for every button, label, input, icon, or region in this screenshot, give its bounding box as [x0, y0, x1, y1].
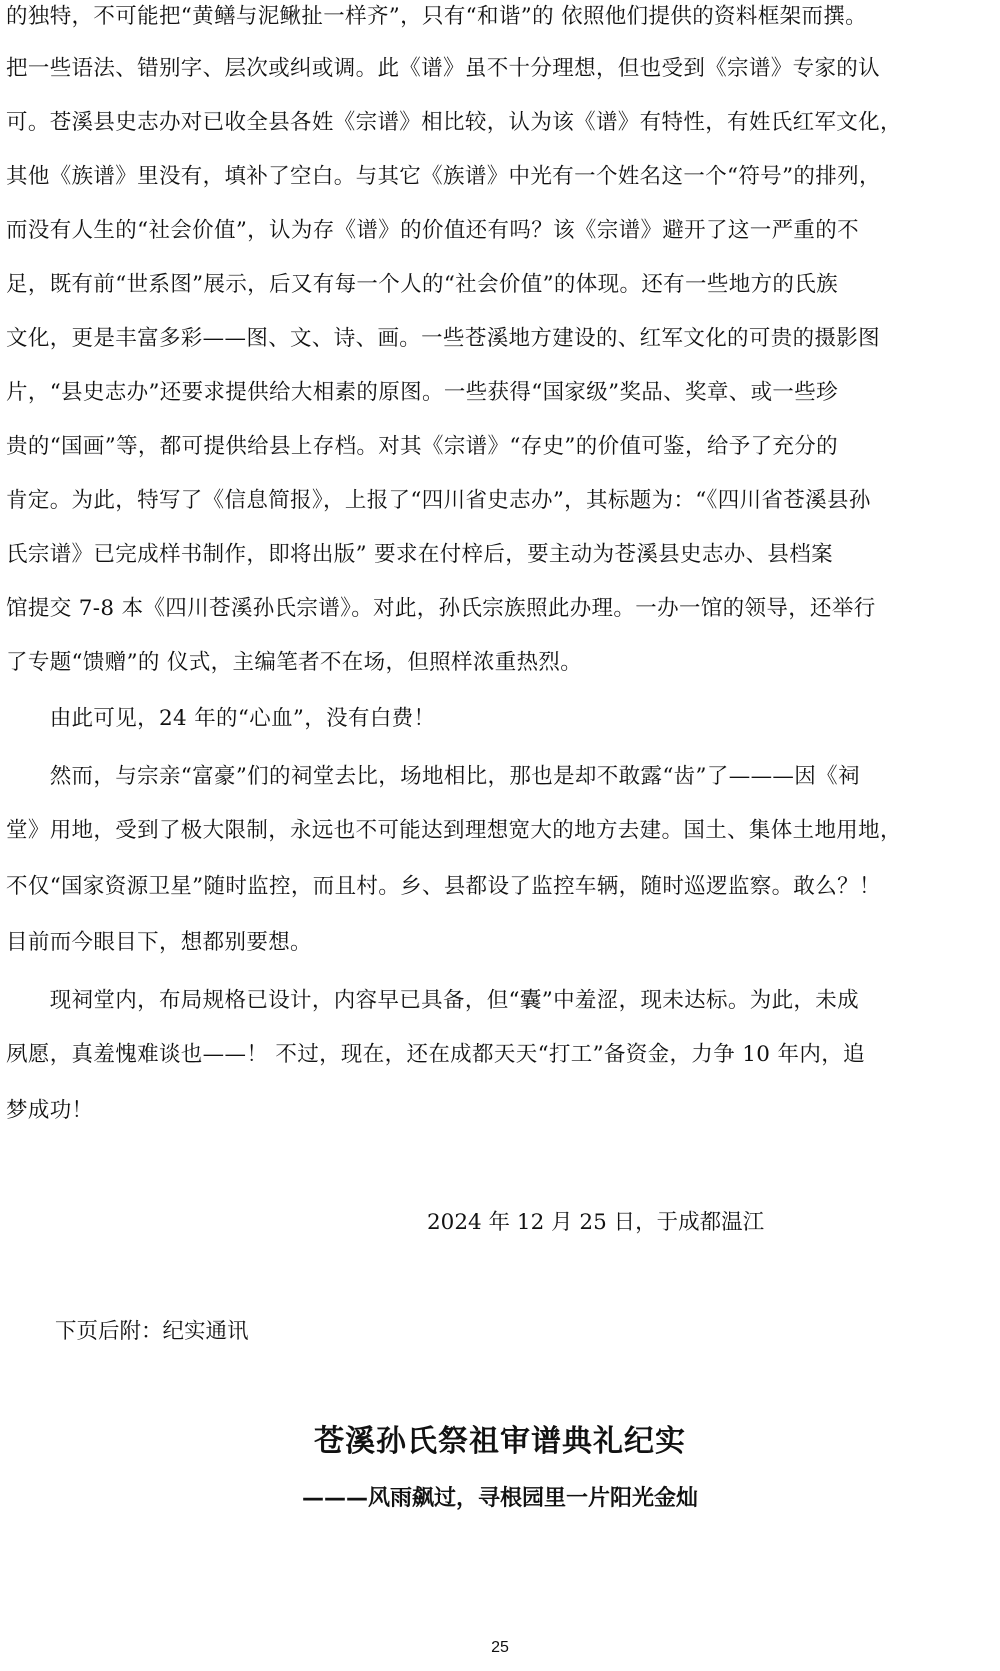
article-subtitle: ———风雨飙过，寻根园里一片阳光金灿	[301, 1486, 698, 1511]
body-line: 夙愿，真羞愧难谈也——！ 不过，现在，还在成都天天“打工”备资金，力争 10 年内，追	[6, 1042, 865, 1067]
body-line: 氏宗谱》已完成样书制作，即将出版” 要求在付梓后，要主动为苍溪县史志办、县档案	[6, 542, 833, 567]
body-line: 文化，更是丰富多彩——图、文、诗、画。一些苍溪地方建设的、红军文化的可贵的摄影图	[6, 326, 881, 351]
body-line: 馆提交 7-8 本《四川苍溪孙氏宗谱》。对此，孙氏宗族照此办理。一办一馆的领导，还举行	[6, 596, 876, 621]
body-line: 的独特，不可能把“黄鳝与泥鳅扯一样齐”，只有“和谐”的 依照他们提供的资料框架而撰。	[6, 4, 868, 29]
article-title: 苍溪孙氏祭祖审谱典礼纪实	[314, 1424, 686, 1459]
body-line: 肯定。为此，特写了《信息简报》，上报了“四川省史志办”，其标题为：“《四川省苍溪县孙	[6, 488, 871, 513]
body-line: 可。苍溪县史志办对已收全县各姓《宗谱》相比较，认为该《谱》有特性，有姓氏红军文化，	[6, 110, 902, 135]
attachment-note: 下页后附：纪实通讯	[55, 1319, 249, 1344]
body-line: 现祠堂内，布局规格已设计，内容早已具备，但“囊”中羞涩，现未达标。为此，未成	[6, 988, 859, 1013]
page-number: 25	[491, 1639, 509, 1656]
body-line: 由此可见，24 年的“心血”，没有白费！	[6, 706, 436, 731]
body-line: 足，既有前“世系图”展示，后又有每一个人的“社会价值”的体现。还有一些地方的氏族	[6, 272, 838, 297]
body-line: 堂》用地，受到了极大限制，永远也不可能达到理想宽大的地方去建。国土、集体土地用地，	[6, 818, 902, 843]
body-line: 梦成功！	[6, 1098, 94, 1123]
body-line: 目前而今眼目下，想都别要想。	[6, 930, 312, 955]
body-line: 贵的“国画”等，都可提供给县上存档。对其《宗谱》“存史”的价值可鉴，给予了充分的	[6, 434, 838, 459]
body-line: 而没有人生的“社会价值”，认为存《谱》的价值还有吗？该《宗谱》避开了这一严重的不	[6, 218, 859, 243]
body-line: 把一些语法、错别字、层次或纠或调。此《谱》虽不十分理想，但也受到《宗谱》专家的认	[6, 56, 881, 81]
body-line: 其他《族谱》里没有，填补了空白。与其它《族谱》中光有一个姓名这一个“符号”的排列，	[6, 164, 881, 189]
body-line: 片，“县史志办”还要求提供给大相素的原图。一些获得“国家级”奖品、奖章、或一些珍	[6, 380, 838, 405]
body-line: 然而，与宗亲“富豪”们的祠堂去比，场地相比，那也是却不敢露“齿”了———因《祠	[6, 764, 860, 789]
body-line: 了专题“馈赠”的 仪式，主编笔者不在场，但照样浓重热烈。	[6, 650, 583, 675]
signoff-date-place: 2024 年 12 月 25 日，于成都温江	[427, 1210, 765, 1235]
body-line: 不仅“国家资源卫星”随时监控，而且村。乡、县都设了监控车辆，随时巡逻监察。敢么？！	[6, 874, 881, 899]
